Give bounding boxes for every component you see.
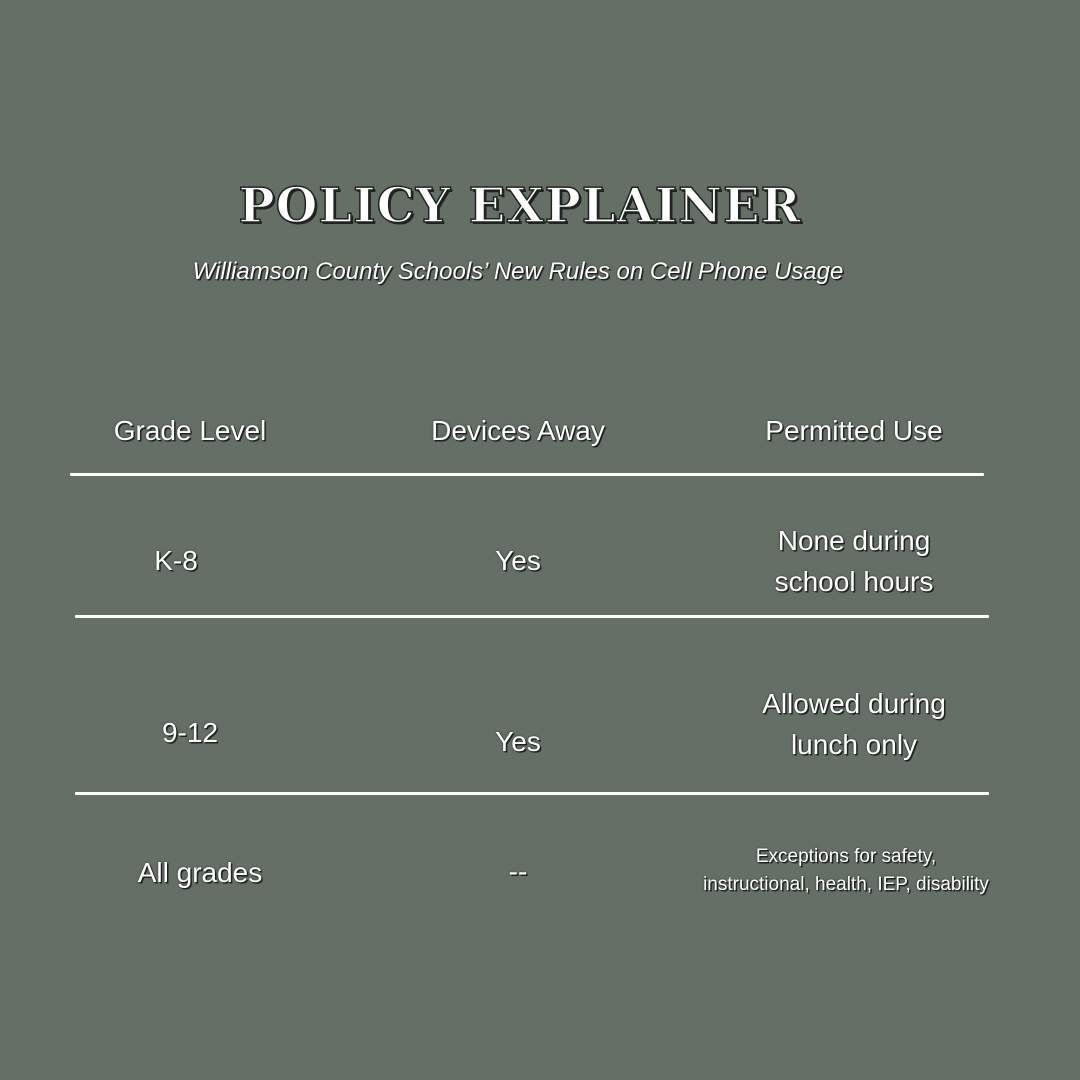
row-912-permitted-use-line2: lunch only (790, 729, 918, 760)
row-divider (75, 615, 989, 618)
column-header-devices-away: Devices Away (431, 415, 605, 446)
row-k8-permitted-use (684, 520, 1024, 602)
row-k8-permitted-use-line1: None during (777, 525, 931, 556)
row-all-grades-grade: All grades (137, 857, 263, 888)
row-912-permitted-use-line1: Allowed during (762, 688, 946, 719)
row-k8-grade: K-8 (154, 545, 198, 576)
row-912-permitted-use (684, 683, 1024, 765)
row-912-grade: 9-12 (161, 717, 219, 748)
page-subtitle: Williamson County Schools’ New Rules on Cell Phone Usage (192, 258, 844, 285)
row-k8-devices-away: Yes (495, 545, 541, 576)
row-k8-permitted-use-line2: school hours (774, 566, 934, 597)
row-all-grades-permitted-use-line2: instructional, health, IEP, disability (703, 874, 989, 895)
row-all-grades-devices-away: -- (508, 856, 528, 887)
row-all-grades-permitted-use-line1: Exceptions for safety, (755, 846, 937, 867)
page-title: POLICY EXPLAINER (238, 178, 802, 234)
row-divider (75, 792, 989, 795)
column-header-permitted-use: Permitted Use (765, 415, 943, 446)
row-all-grades-permitted-use (666, 843, 1026, 899)
header-divider (70, 473, 984, 476)
column-header-grade-level: Grade Level (113, 415, 267, 446)
row-912-devices-away: Yes (495, 726, 541, 757)
